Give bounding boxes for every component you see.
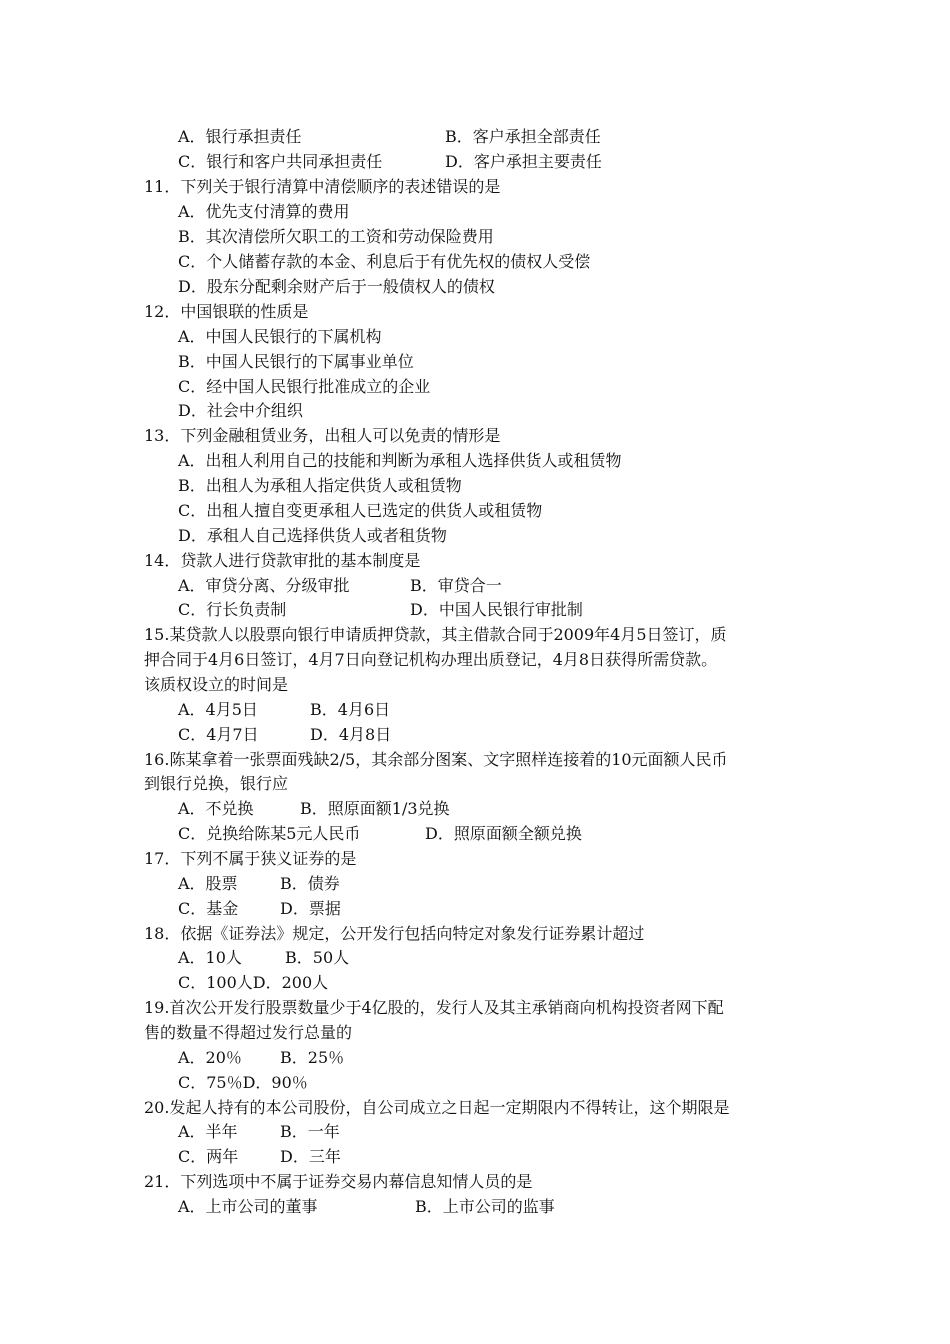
- question-text: 21．下列选项中不属于证券交易内幕信息知情人员的是: [144, 1172, 533, 1191]
- question-text: 17．下列不属于狭义证券的是: [144, 849, 357, 868]
- option-text: A．4月5日: [178, 700, 258, 719]
- option-text: C．行长负责制: [178, 600, 287, 619]
- option-text: A．银行承担责任: [178, 127, 302, 146]
- question-text: 18．依据《证券法》规定，公开发行包括向特定对象发行证券累计超过: [144, 924, 645, 943]
- option-text: B．4月6日: [310, 700, 391, 719]
- option-text: A．不兑换: [178, 799, 254, 818]
- question-text: 11．下列关于银行清算中清偿顺序的表述错误的是: [144, 177, 501, 196]
- option-text: C．4月7日: [178, 725, 259, 744]
- option-text: C．兑换给陈某5元人民币: [178, 824, 361, 843]
- question-text: 到银行兑换，银行应: [144, 774, 289, 793]
- option-text: C．个人储蓄存款的本金、利息后于有优先权的债权人受偿: [178, 252, 591, 271]
- question-text: 15.某贷款人以股票向银行申请质押贷款，其主借款合同于2009年4月5日签订，质: [144, 625, 727, 644]
- option-text: C．基金: [178, 899, 239, 918]
- option-text: C．银行和客户共同承担责任: [178, 152, 383, 171]
- option-text: B．其次清偿所欠职工的工资和劳动保险费用: [178, 227, 494, 246]
- option-text: A．20％: [178, 1048, 242, 1067]
- question-text: 19.首次公开发行股票数量少于4亿股的，发行人及其主承销商向机构投资者网下配: [144, 998, 724, 1017]
- question-text: 该质权设立的时间是: [144, 675, 289, 694]
- option-text: B．25％: [280, 1048, 345, 1067]
- option-text: C．两年: [178, 1147, 239, 1166]
- option-text: D．三年: [280, 1147, 341, 1166]
- question-text: 16.陈某拿着一张票面残缺2/5，其余部分图案、文字照样连接着的10元面额人民币: [144, 750, 728, 769]
- option-text: D．股东分配剩余财产后于一般债权人的债权: [178, 277, 495, 296]
- question-text: 12．中国银联的性质是: [144, 302, 309, 321]
- option-text: B．50人: [285, 948, 350, 967]
- option-text: D．社会中介组织: [178, 401, 303, 420]
- question-text: 售的数量不得超过发行总量的: [144, 1023, 353, 1042]
- option-text: B．客户承担全部责任: [445, 127, 601, 146]
- option-text: B．上市公司的监事: [415, 1197, 555, 1216]
- option-text: B．照原面额1/3兑换: [300, 799, 450, 818]
- question-text: 20.发起人持有的本公司股份，自公司成立之日起一定期限内不得转让，这个期限是: [144, 1098, 730, 1117]
- option-text: B．债券: [280, 874, 340, 893]
- option-text: D．客户承担主要责任: [445, 152, 602, 171]
- option-text: D．承租人自己选择供货人或者租货物: [178, 526, 447, 545]
- question-text: 14．贷款人进行贷款审批的基本制度是: [144, 551, 421, 570]
- option-text: C．经中国人民银行批准成立的企业: [178, 377, 431, 396]
- option-text: C．出租人擅自变更承租人已选定的供货人或租赁物: [178, 501, 543, 520]
- option-text: B．审贷合一: [410, 576, 502, 595]
- option-text: A．中国人民银行的下属机构: [178, 327, 382, 346]
- option-text: B．中国人民银行的下属事业单位: [178, 352, 414, 371]
- option-text: D．照原面额全额兑换: [425, 824, 582, 843]
- option-text: D．4月8日: [310, 725, 392, 744]
- option-text: B．出租人为承租人指定供货人或租赁物: [178, 476, 462, 495]
- question-text: 押合同于4月6日签订，4月7日向登记机构办理出质登记，4月8日获得所需贷款。: [144, 650, 718, 669]
- option-text: B．一年: [280, 1122, 340, 1141]
- option-text: A．出租人利用自己的技能和判断为承租人选择供货人或租赁物: [178, 451, 622, 470]
- option-text: A．10人: [178, 948, 242, 967]
- option-text: D．中国人民银行审批制: [410, 600, 583, 619]
- option-text: C．100人D．200人: [178, 973, 329, 992]
- option-text: A．半年: [178, 1122, 238, 1141]
- question-text: 13．下列金融租赁业务，出租人可以免责的情形是: [144, 426, 501, 445]
- option-text: A．上市公司的董事: [178, 1197, 318, 1216]
- option-text: A．审贷分离、分级审批: [178, 576, 350, 595]
- option-text: C．75％D．90％: [178, 1073, 308, 1092]
- option-text: A．股票: [178, 874, 238, 893]
- option-text: D．票据: [280, 899, 341, 918]
- option-text: A．优先支付清算的费用: [178, 202, 350, 221]
